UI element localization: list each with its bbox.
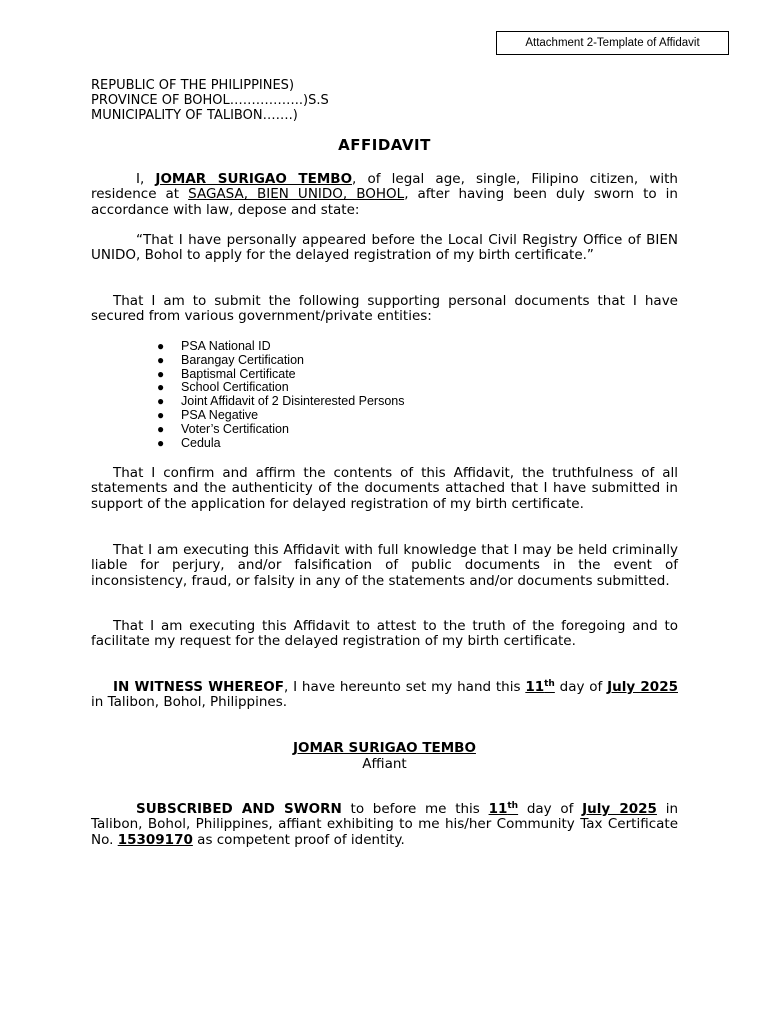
ctc-number: 15309170	[117, 831, 193, 848]
list-item: ● Cedula	[157, 435, 221, 450]
witness-text: day of	[554, 679, 608, 695]
bullet-icon: ●	[157, 421, 165, 436]
jurat-text: to before me this	[341, 801, 489, 817]
bullet-icon: ●	[157, 339, 165, 353]
witness-text: , I have hereunto set my hand this	[283, 679, 526, 695]
witness-paragraph	[91, 680, 678, 711]
jurat-month-year: July 2025	[582, 801, 657, 817]
list-item: ● Voter’s Certification	[157, 421, 289, 436]
attest-paragraph: That I am executing this Affidavit to attest to the truth of the foregoing and to facilitate my request for the delayed registration of my birth certificate.	[91, 618, 678, 650]
attachment-label: Attachment 2-Template of Affidavit	[496, 31, 729, 55]
document-title: AFFIDAVIT	[338, 136, 431, 154]
header-republic: REPUBLIC OF THE PHILIPPINES)	[91, 78, 295, 93]
list-item: ● School Certification	[157, 380, 289, 395]
jurat-day: 11th	[488, 801, 519, 817]
list-item: ● Joint Affidavit of 2 Disinterested Persons	[157, 394, 405, 409]
signature-name: JOMAR SURIGAO TEMBO	[293, 740, 476, 756]
intro-paragraph	[91, 172, 678, 218]
list-item: ● PSA National ID	[157, 339, 271, 353]
list-item: ● PSA Negative	[157, 407, 259, 422]
jurisdiction-header	[91, 78, 329, 123]
quote-paragraph: “That I have personally appeared before the Local Civil Registry Office of BIEN UNIDO, Bohol to apply for the delayed registration of my birth certificate.”	[91, 232, 678, 264]
bullet-icon: ●	[157, 394, 165, 409]
bullet-icon: ●	[157, 352, 165, 367]
documents-list	[157, 339, 405, 450]
confirm-paragraph: That I confirm and affirm the contents of this Affidavit, the truthfulness of all statements and the authenticity of the documents attached that I have submitted in support of the application for delayed registration of my birth certificate.	[91, 465, 678, 512]
bullet-icon: ●	[157, 366, 165, 381]
submit-paragraph: That I am to submit the following supporting personal documents that I have secured from various government/private entities:	[91, 293, 678, 325]
jurat-text: as competent proof of identity.	[192, 831, 405, 848]
jurat-text: in Talibon, Bohol, Philippines, affiant exhibiting to me his/her Community Tax Certificate No.	[91, 801, 678, 848]
bullet-icon: ●	[157, 435, 165, 450]
intro-suffix: , after having been duly sworn to in accordance with law, depose and state:	[91, 186, 678, 218]
witness-lead: IN WITNESS WHEREOF	[113, 679, 284, 695]
bullet-icon: ●	[157, 380, 165, 395]
knowledge-paragraph: That I am executing this Affidavit with full knowledge that I may be held criminally liable for perjury, and/or falsification of public documents in the event of inconsistency, fraud, or falsity in any of the statements and/or documents submitted.	[91, 542, 678, 589]
intro-prefix: I,	[136, 171, 156, 187]
jurat-text: day of	[518, 801, 583, 817]
bullet-icon: ●	[157, 407, 165, 422]
list-item: ● Barangay Certification	[157, 352, 304, 367]
witness-day: 11th	[525, 679, 555, 695]
jurat-lead: SUBSCRIBED AND SWORN	[136, 801, 342, 817]
list-item: ● Baptismal Certificate	[157, 366, 296, 381]
jurat-paragraph	[91, 802, 678, 848]
intro-mid: , of legal age, single, Filipino citizen, with residence at	[91, 171, 678, 203]
witness-text: in Talibon, Bohol, Philippines.	[91, 694, 288, 711]
header-province: PROVINCE OF BOHOL……………..)S.S	[91, 93, 329, 108]
signature-role: Affiant	[362, 756, 407, 772]
header-municipality: MUNICIPALITY OF TALIBON…….)	[91, 108, 298, 123]
witness-month-year: July 2025	[607, 679, 678, 695]
affiant-name: JOMAR SURIGAO TEMBO	[155, 171, 353, 187]
residence: SAGASA, BIEN UNIDO, BOHOL	[188, 186, 405, 203]
